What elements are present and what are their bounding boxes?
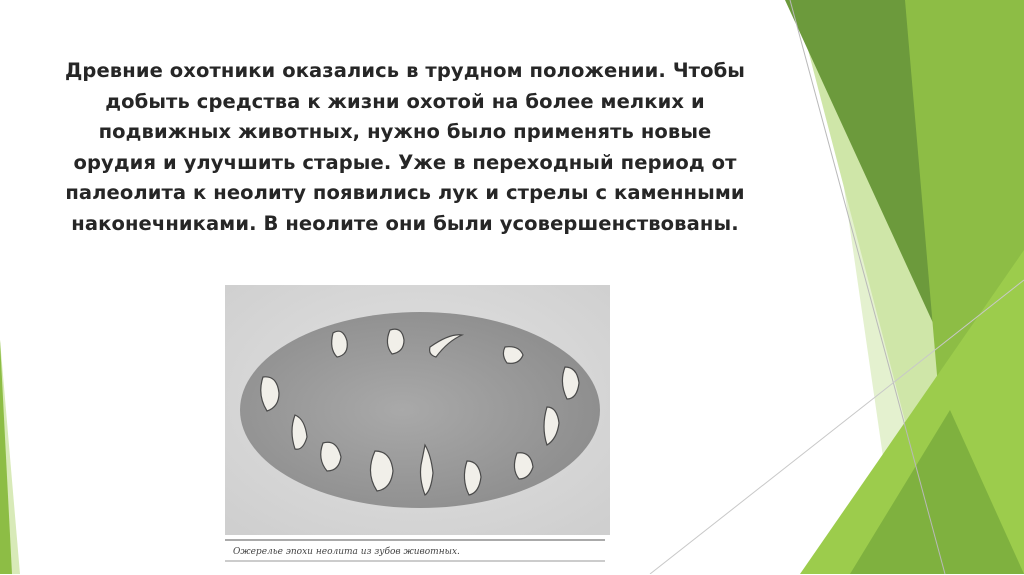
- slide-paragraph: Древние охотники оказались в трудном положении. Чтобы добыть средства к жизни охотой на более мелких и подвижных животных, нужно было применять новые орудия и улучшить старые. Уже в переходный период от палеолита к неолиту появились лук и стрелы с каменными наконечниками. В неолите они были усовершенствованы.: [64, 59, 746, 235]
- deco-shape-left-mid: [0, 340, 12, 574]
- figure-caption: Ожерелье эпохи неолита из зубов животных.: [233, 547, 460, 557]
- necklace-photo: [225, 285, 610, 575]
